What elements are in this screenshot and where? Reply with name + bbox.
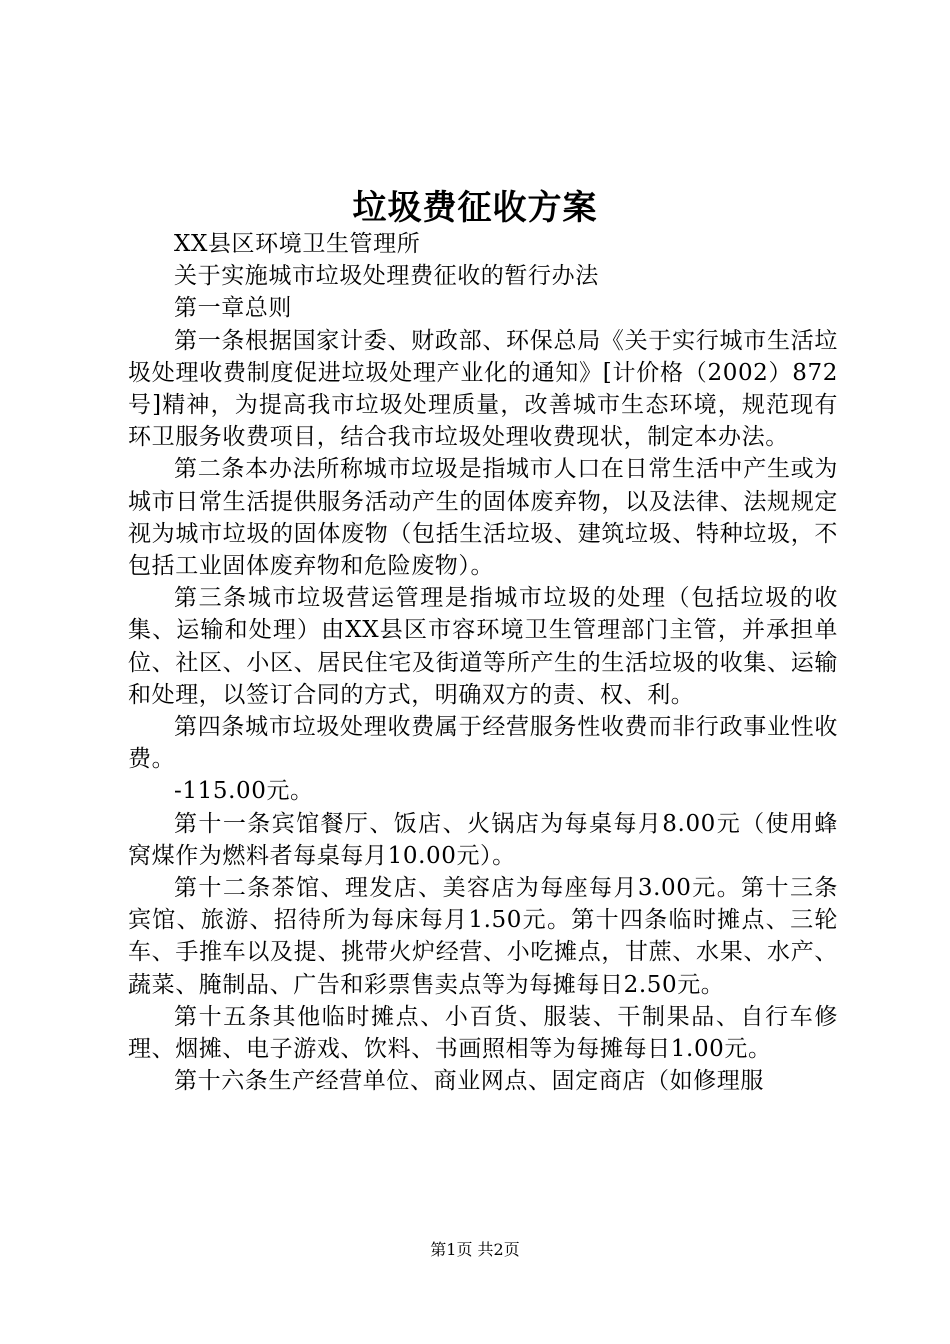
paragraph-article-3: 第三条城市垃圾营运管理是指城市垃圾的处理（包括垃圾的收集、运输和处理）由XX县区市容环境卫生管理部门主管，并承担单位、社区、小区、居民住宅及街道等所产生的生活垃圾的收集、运输和处理，以签订合同的方式，明确双方的责、权、利。 [128,585,838,708]
paragraph-article-12-14: 第十二条茶馆、理发店、美容店为每座每月3.00元。第十三条宾馆、旅游、招待所为每床每月1.50元。第十四条临时摊点、三轮车、手推车以及提、挑带火炉经营、小吃摊点，甘蔗、水果、水产、蔬菜、腌制品、广告和彩票售卖点等为每摊每日2.50元。 [128,875,838,998]
document-body [128,228,838,1097]
paragraph-article-16: 第十六条生产经营单位、商业网点、固定商店（如修理服 [174,1068,764,1095]
page-number-footer: 第1页 共2页 [430,1240,520,1259]
document-title: 垃圾费征收方案 [352,188,598,228]
paragraph-subtitle: 关于实施城市垃圾处理费征收的暂行办法 [174,263,599,290]
paragraph-article-2: 第二条本办法所称城市垃圾是指城市人口在日常生活中产生或为城市日常生活提供服务活动产生的固体废弃物，以及法律、法规规定视为城市垃圾的固体废物（包括生活垃圾、建筑垃圾、特种垃圾，不包括工业固体废弃物和危险废物）。 [128,456,838,580]
paragraph-chapter-heading: 第一章总则 [174,295,292,322]
paragraph-issuer: XX县区环境卫生管理所 [174,231,421,257]
paragraph-article-11: 第十一条宾馆餐厅、饭店、火锅店为每桌每月8.00元（使用蜂窝煤作为燃料者每桌每月10.00元）。 [128,810,838,869]
paragraph-fee-fragment: -115.00元。 [174,778,314,805]
paragraph-article-15: 第十五条其他临时摊点、小百货、服装、干制果品、自行车修理、烟摊、电子游戏、饮料、书画照相等为每摊每日1.00元。 [128,1003,838,1063]
paragraph-article-1: 第一条根据国家计委、财政部、环保总局《关于实行城市生活垃圾处理收费制度促进垃圾处理产业化的通知》[计价格（2002）872号]精神，为提高我市垃圾处理质量，改善城市生态环境，规范现有环卫服务收费项目，结合我市垃圾处理收费现状，制定本办法。 [128,327,838,451]
paragraph-article-4: 第四条城市垃圾处理收费属于经营服务性收费而非行政事业性收费。 [128,714,838,773]
